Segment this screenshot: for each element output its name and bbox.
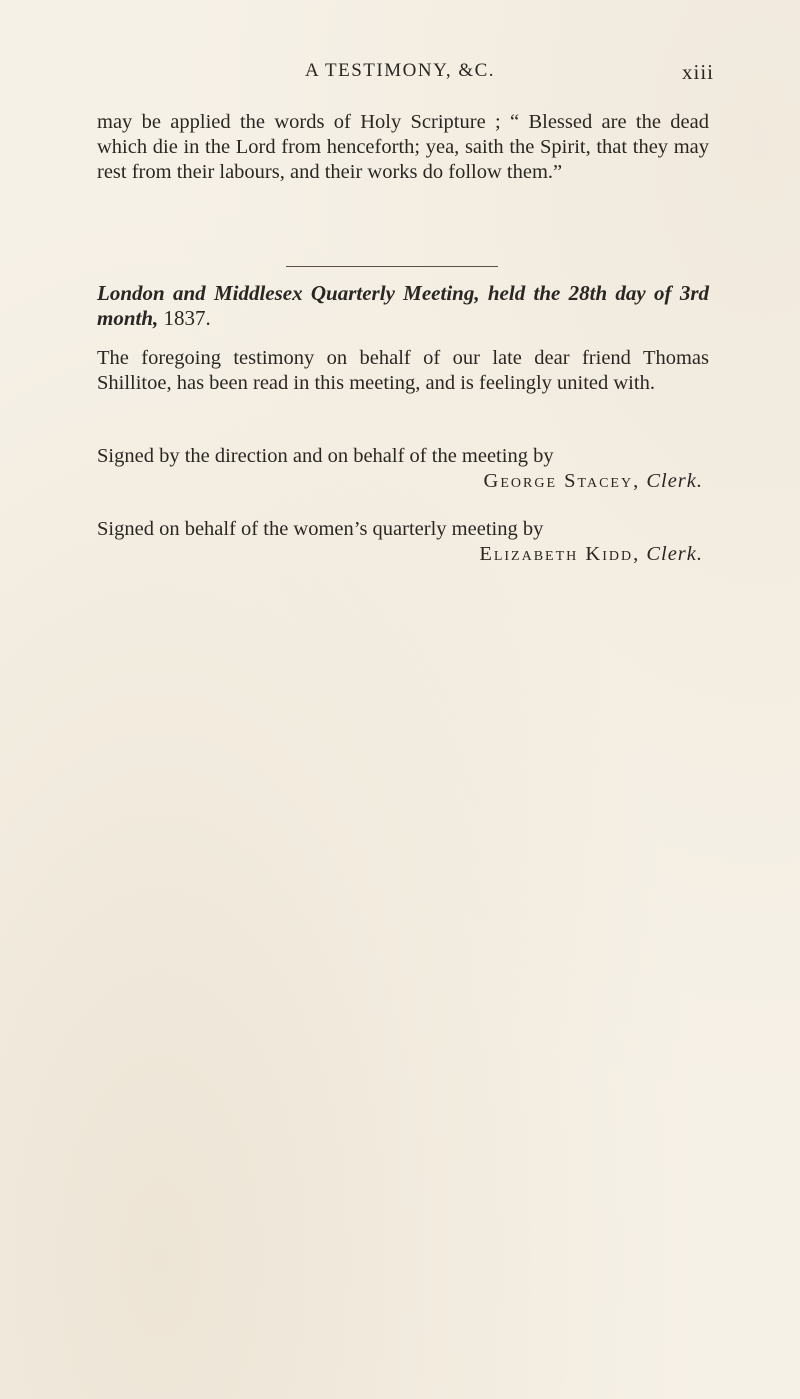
women-signature-statement: Signed on behalf of the women’s quarterly meeting by (97, 518, 544, 540)
women-signature-block (97, 517, 709, 567)
men-signature-statement: Signed by the direction and on behalf of the meeting by (97, 445, 554, 467)
men-clerk-name: George Stacey, (483, 470, 641, 492)
meeting-header (97, 281, 709, 331)
women-clerk-role: Clerk. (646, 543, 703, 565)
running-head (0, 54, 800, 94)
page-number: xiii (681, 60, 714, 84)
scripture-paragraph-text: may be applied the words of Holy Scripture ; “ Blessed are the dead which die in the Lord from henceforth; yea, saith the Spirit, that they may rest from their labours, and their works do follow them.” (97, 111, 709, 183)
women-clerk-name: Elizabeth Kidd, (479, 543, 641, 565)
women-signature-line (97, 542, 709, 567)
men-signature-line (97, 469, 709, 494)
endorsement-paragraph-text: The foregoing testimony on behalf of our late dear friend Thomas Shillitoe, has been read in this meeting, and is feelingly united with. (97, 347, 709, 394)
men-clerk-role: Clerk. (646, 470, 703, 492)
men-signature-block (97, 444, 709, 494)
endorsement-paragraph (97, 346, 709, 396)
meeting-header-text: London and Middlesex Quarterly Meeting, held the 28th day of 3rd month, (97, 281, 709, 330)
meeting-year: 1837. (163, 306, 211, 330)
closing-paragraph (97, 110, 709, 185)
running-title: A TESTIMONY, &C. (304, 60, 496, 81)
section-divider (286, 266, 498, 267)
